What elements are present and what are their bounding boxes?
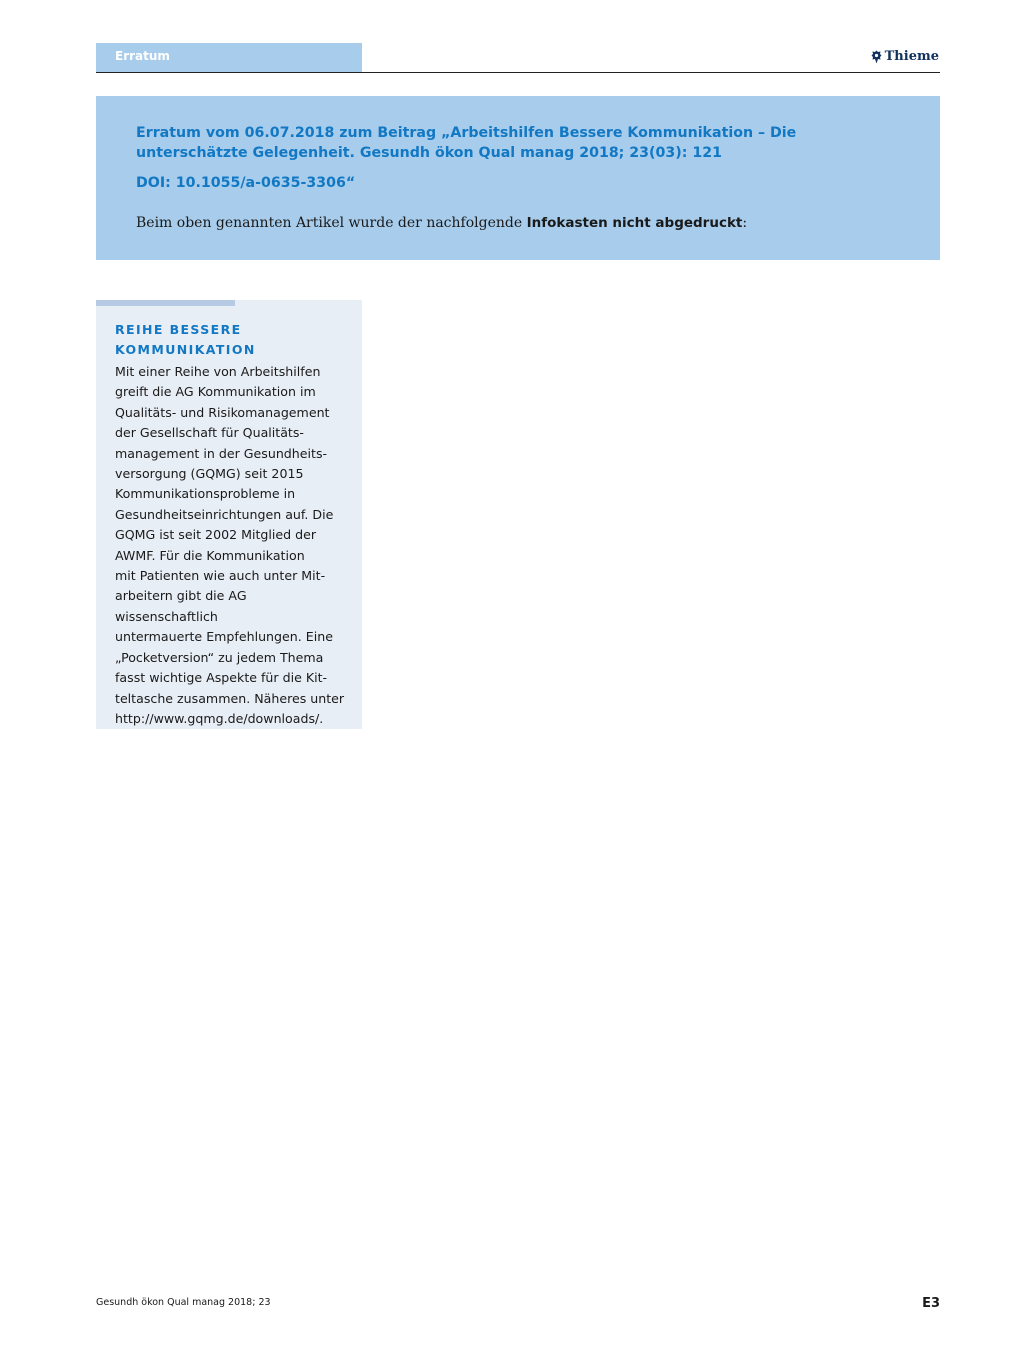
- infobox-heading: REIHE BESSERE KOMMUNIKATION: [115, 322, 256, 357]
- logo-text: Thieme: [884, 49, 939, 64]
- infobox: [96, 300, 362, 729]
- erratum-notice: [96, 96, 940, 260]
- header-divider: [96, 72, 940, 73]
- erratum-text-lead: Beim oben genannten Artikel wurde der nachfolgende: [136, 215, 527, 231]
- publisher-logo: [871, 49, 939, 64]
- page-number: E3: [922, 1296, 940, 1311]
- infobox-body: Mit einer Reihe von Arbeitshilfen greift die AG Kommunikation im Qualitäts- und Risikomanagement der Gesellschaft für Qualitäts- management in der Gesundheits- versorgung (GQMG) seit 2015 Kommunikationsprobleme in Gesundheitseinrichtungen auf. Die GQMG ist seit 2002 Mitglied der AWMF. Für die Kommunikation mit Patienten wie auch unter Mit- arbeitern gibt die AG wissenschaftlich untermauerte Empfehlungen. Eine „Pocketversion“ zu jedem Thema fasst wichtige Aspekte für die Kit- teltasche zusammen. Näheres unter http://www.gqmg.de/downloads/.: [115, 364, 345, 726]
- section-label: [96, 43, 362, 72]
- erratum-title: Erratum vom 06.07.2018 zum Beitrag „Arbeitshilfen Bessere Kommunikation – Die unterschätzte Gelegenheit. Gesundh ökon Qual manag 2018; 23(03): 121: [136, 125, 797, 161]
- erratum-text: [136, 214, 900, 232]
- footer-citation: Gesundh ökon Qual manag 2018; 23: [96, 1297, 271, 1308]
- erratum-doi: DOI: 10.1055/a-0635-3306“: [136, 175, 356, 191]
- infobox-accent-bar: [96, 300, 235, 306]
- thieme-crest-icon: [871, 50, 882, 64]
- erratum-text-bold: Infokasten nicht abgedruckt: [526, 215, 743, 231]
- section-label-text: Erratum: [115, 49, 170, 63]
- erratum-text-tail: :: [742, 215, 748, 231]
